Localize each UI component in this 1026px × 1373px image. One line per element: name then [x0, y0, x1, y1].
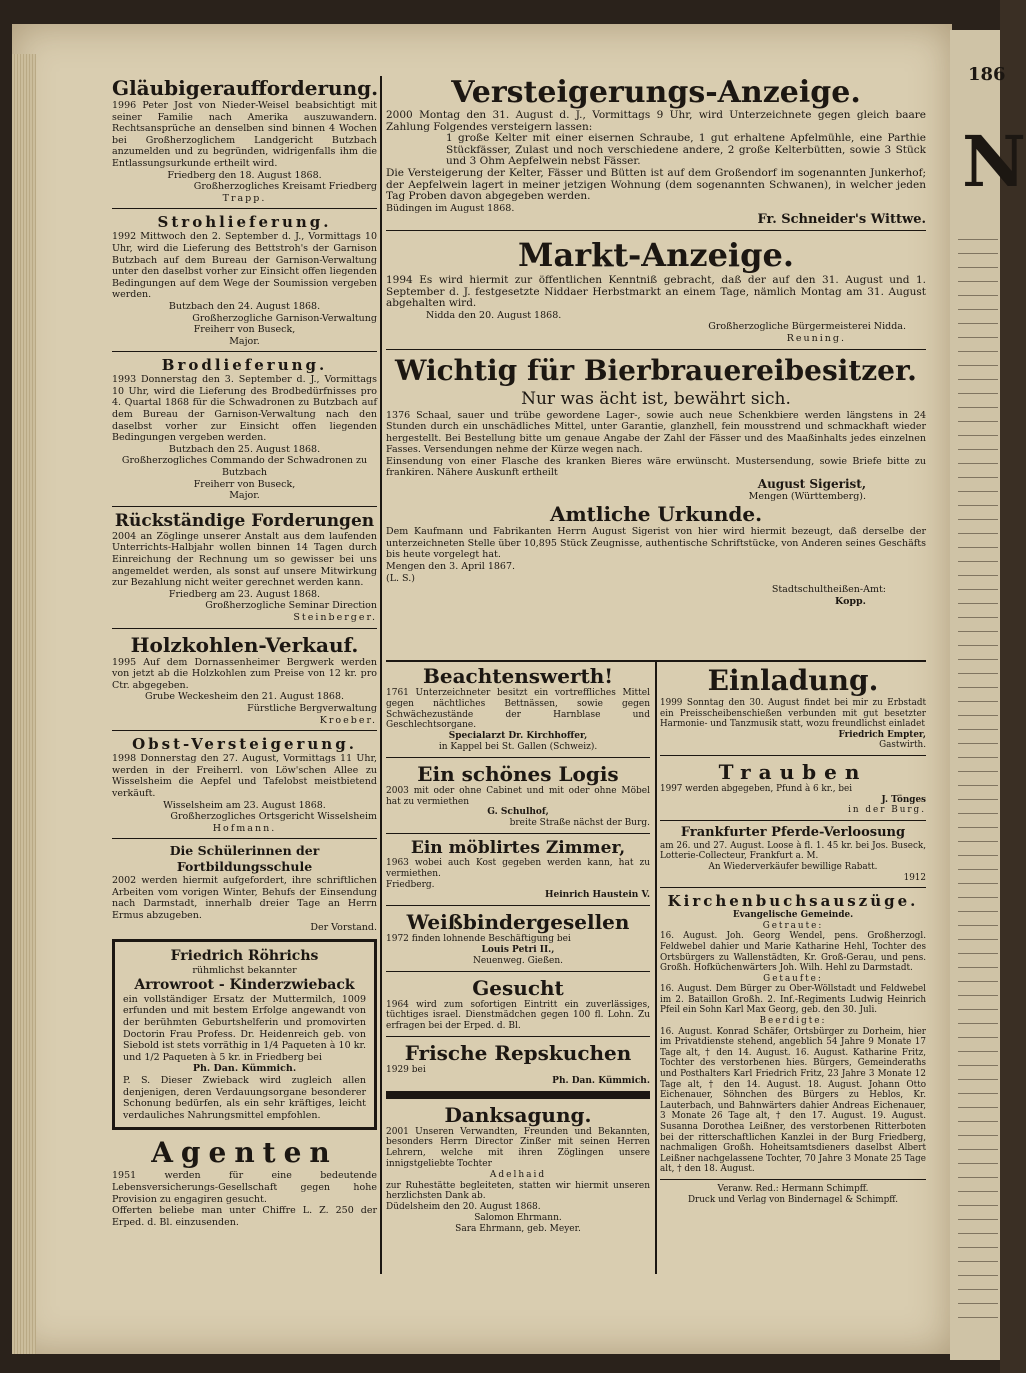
ad-postscript: P. S. Dieser Zwieback wird zugleich allen denjenigen, deren Verdauungsorgane besonderer Schonung bedürfen, als ein sehr kräftiges, leicht verdauliches Nahrungsmittel empfohlen. [123, 1075, 366, 1121]
ad-signature: J. Tönges [881, 794, 926, 805]
ad-role: Gastwirth. [879, 740, 926, 751]
ad-signature: Freiherr von Buseck, [193, 324, 296, 336]
ad-body: 1963 wobei auch Kost gegeben werden kann, hat zu vermiethen. [386, 857, 650, 879]
ad-signature: Fr. Schneider's Wittwe. [757, 212, 926, 228]
ad-signature: Ph. Dan. Kümmich. [552, 1075, 650, 1086]
footer-editor: Veranw. Red.: Hermann Schimpff. [717, 1183, 869, 1194]
ad-title: Die Schülerinnen der Fortbildungsschule [169, 843, 320, 875]
ad-schuelerinnen [112, 843, 377, 933]
divider [386, 349, 926, 350]
section-baptized-text: 16. August. Dem Bürger zu Ober-Wöllstadt und Feldwebel im 2. Bataillon Großh. 2. Inf.-Regiments Ludwig Heinrich Pfeil ein Sohn Karl Max Georg, geb. den 30. Juli. [660, 984, 926, 1016]
ad-title: Trauben [718, 759, 868, 784]
ad-title: Obst-Versteigerung. [132, 735, 357, 754]
ad-place: breite Straße nächst der Burg. [509, 818, 650, 829]
divider [112, 730, 377, 731]
ad-body-2: Einsendung von einer Flasche des kranken Bieres wäre erwünscht. Mustersendung, sowie Briefe bitte zu frankiren. Nähere Auskunft ertheilt [386, 455, 926, 479]
ad-body: 1999 Sonntag den 30. August findet bei mir zu Erbstadt ein Preisscheibenschießen verbunden mit gut besetzter Harmonie- und Tanzmusik statt, wozu freundlichst einladet [660, 698, 926, 730]
divider [112, 506, 377, 507]
ad-place-date: Friedberg am 23. August 1868. [168, 588, 321, 600]
ad-number: 1929 bei [386, 1064, 426, 1075]
ad-body: 1998 Donnerstag den 27. August, Vormittags 11 Uhr, werden in der Freiherrl. von Löw'schen Allee zu Wisselsheim die Aepfel und Tafelobst meistbietend verkäuft. [112, 753, 377, 799]
ad-place-date: Wisselsheim am 23. August 1868. [163, 799, 326, 811]
page-number: 186 [968, 64, 1006, 85]
ad-glaeubiger [112, 76, 377, 204]
ad-authority: Großherzogliche Bürgermeisterei Nidda. [708, 321, 906, 333]
divider [660, 755, 926, 756]
divider [386, 905, 650, 906]
ad-place-date: Büdingen im August 1868. [386, 202, 515, 214]
ad-title: Wichtig für Bierbrauereibesitzer. [395, 353, 917, 387]
ad-signature: Friedrich Empter, [838, 729, 926, 740]
ad-body: 2000 Montag den 31. August d. J., Vormittags 9 Uhr, wird Unterzeichnete gegen gleich baare Zahlung Folgendes versteigern lassen: [386, 109, 926, 133]
ad-body: 2003 mit oder ohne Cabinet und mit oder ohne Möbel hat zu vermiethen [386, 785, 650, 807]
divider [112, 351, 377, 352]
ad-title: Frankfurter Pferde-Verloosung [680, 824, 906, 840]
ad-body: 1996 Peter Jost von Nieder-Weisel beabsichtigt mit seiner Familie nach Amerika auszuwandern. Rechtsansprüche an denselben sind binnen 4 Wochen bei Großherzoglichem Landgericht Butzbach anzumelden und zu begründen, widrigenfalls ihm die Entlassungsurkunde ertheilt wird. [112, 100, 377, 169]
divider [112, 628, 377, 629]
ad-bier [386, 354, 926, 608]
ad-subtitle: Nur was ächt ist, bewährt sich. [521, 388, 791, 409]
ad-holzkohlen [112, 633, 377, 727]
ad-heading: Friedrich Röhrichs [170, 948, 319, 965]
ad-subtitle: Evangelische Gemeinde. [732, 910, 854, 921]
ad-signature: Der Vorstand. [310, 921, 377, 933]
ad-signature: August Sigerist, [757, 477, 866, 492]
ad-pferde [660, 825, 926, 883]
divider [386, 230, 926, 231]
ad-authority: Großherzogliches Kreisamt Friedberg [193, 181, 377, 193]
section-buried-text: 16. August. Konrad Schäfer, Ortsbürger zu Dorheim, hier im Privatdienste stehend, angeblich 54 Jahre 9 Monate 17 Tage alt, † den 14. August. 16. August. Katharine Fritz, Tochter des verstorbenen hies. Bürgers, Gemeinderaths und Posthalters Karl Friedrich Fritz, 23 Jahre 3 Monate 12 Tage alt, † den 14. August. 18. August. Johann Otto Eichenauer, Söhnchen des Bürgers zu Heblos, Kr. Lauterbach, und Bahnwärters dahier Andreas Eichenauer, 3 Monate 26 Tage alt, † den 17. August. 19. August. Susanna Dorothea Leißner, des verstorbenen Ritterboten bei der ritterschaftlichen Kanzlei in der Burg Friedberg, nachmaligen Großh. Hoheitsamtsdieners daselbst Albert Leißner nachgelassene Tochter, 70 Jahre 3 Monate 25 Tage alt, † den 18. August. [660, 1026, 926, 1175]
divider [386, 833, 650, 834]
page-edge [12, 54, 36, 1354]
ad-body: ein vollständiger Ersatz der Muttermilch, 1009 erfunden und mit bestem Erfolge angewandt von der berühmten Geburtshelferin und promovirten Doctorin Frau Profess. Dr. Heidenreich geb. von Siebold ist stets vorräthig in 1/4 Paqueten à 10 kr. und 1/2 Paqueten à 5 kr. in Friedberg bei [123, 993, 366, 1063]
ad-authority: Großherzogliche Garnison-Verwaltung [192, 312, 377, 324]
ad-body: 1993 Donnerstag den 3. September d. J., Vormittags 10 Uhr, wird die Lieferung des Brodbedürfnisses pro 4. Quartal 1868 für die Schwadronen zu Butzbach auf dem Bureau der Garnison-Verwaltung nach den daselbst vorher zur Einsicht offen liegenden Bedingungen vergeben werden. [112, 374, 377, 444]
ad-body: am 26. und 27. August. Loose à fl. 1. 45 kr. bei Jos. Buseck, Lotterie-Collecteur, Frankfurt a. M. [660, 840, 926, 862]
ad-signature: Steinberger. [293, 611, 377, 623]
next-page-strip [950, 30, 1026, 1360]
ad-authority: Großherzogliches Commando der Schwadronen zu Butzbach [121, 455, 368, 479]
ad-title: Holzkohlen-Verkauf. [130, 632, 359, 657]
ad-place: Friedberg. [386, 879, 435, 890]
middle-section [386, 76, 926, 607]
ad-kirchenbuch [660, 892, 926, 1205]
ad-gesucht [386, 976, 650, 1032]
ad-place: in Kappel bei St. Gallen (Schweiz). [438, 741, 598, 752]
ad-agenten [112, 1136, 377, 1228]
ad-name: Adelhaid [489, 1169, 547, 1180]
ad-signature: Freiherr von Buseck, [193, 478, 296, 490]
ad-zimmer [386, 838, 650, 901]
ad-title: Ein möblirtes Zimmer, [410, 837, 626, 858]
ad-rueckstaendig [112, 511, 377, 624]
ad-items: 1 große Kelter mit einer eisernen Schraube, 1 gut erhaltene Apfelmühle, eine Parthie Stückfässer, Zulast und noch verschiedene andere, 2 große Kelterbütten, sowie 3 Stück und 3 Ohm Aepfelwein nebst Fässer. [446, 132, 926, 168]
ad-body: 1994 Es wird hiermit zur öffentlichen Kenntniß gebracht, daß der auf den 31. August und 1. September d. J. festgesetzte Niddaer Herbstmarkt an einem Tage, nämlich Montag am 31. August abgehalten wird. [386, 273, 926, 310]
masthead-letter: N [962, 120, 1026, 203]
ad-obst [112, 735, 377, 834]
column-divider [380, 76, 382, 1274]
ad-certificate-authority: Stadtschultheißen-Amt: [771, 584, 886, 596]
ad-title: Beachtenswerth! [422, 664, 614, 688]
section-baptized: Getaufte: [763, 973, 823, 984]
ad-authority: Großherzogliches Ortsgericht Wisselsheim [170, 811, 377, 823]
ad-rank: Major. [229, 490, 260, 502]
ad-body-2: zur Ruhestätte begleiteten, statten wir hiermit unseren herzlichsten Dank ab. [386, 1180, 650, 1202]
ad-signature-2: Sara Ehrmann, geb. Meyer. [455, 1223, 581, 1234]
right-column [660, 664, 926, 1205]
ad-authority: Fürstliche Bergverwaltung [247, 702, 377, 714]
ad-signature: G. Schulhof, [487, 807, 549, 818]
ad-signature: Salomon Ehrmann. [474, 1212, 562, 1223]
ad-logis [386, 762, 650, 829]
ad-body: 1972 finden lohnende Beschäftigung bei [386, 934, 571, 945]
ad-certificate-seal: (L. S.) [386, 572, 415, 584]
left-column [112, 76, 377, 1228]
ad-roehrich-box [112, 939, 377, 1130]
ad-body: 2001 Unseren Verwandten, Freunden und Bekannten, besonders Herrn Director Zinßer mit seinen Herren Lehrern, welche mit ihren Zöglingen unsere innigstgeliebte Tochter [386, 1126, 650, 1169]
ad-title: Gläubigeraufforderung. [112, 76, 379, 100]
ad-signature: Specialarzt Dr. Kirchhoffer, [448, 731, 588, 742]
ad-beachtenswerth [386, 664, 650, 753]
ad-body-2: Die Versteigerung der Kelter, Fässer und Bütten ist auf dem Großendorf im sogenannten Junkerhof; der Aepfelwein lagert in meiner jetzigen Wohnung (dem sogenannten Schwanen), in welcher jeden Tag Proben davon abgegeben werden. [386, 166, 926, 203]
ad-body-2: Offerten beliebe man unter Chiffre L. Z. 250 der Erped. d. Bl. einzusenden. [112, 1205, 377, 1228]
ad-product: Arrowroot - Kinderzwieback [134, 976, 355, 993]
ad-title: Strohlieferung. [157, 213, 332, 232]
ad-title: Brodlieferung. [161, 356, 328, 375]
next-page-text-lines [958, 230, 998, 1330]
ad-repskuchen [386, 1041, 650, 1087]
ad-place-date: Friedberg den 18. August 1868. [167, 169, 322, 181]
ad-title: Einladung. [707, 664, 879, 697]
section-married-text: 16. August. Joh. Georg Wendel, pens. Großherzogl. Feldwebel dahier und Marie Katharine Hehl, Tochter des Ortsbürgers zu Wallenstädten, Kr. Groß-Gerau, und pens. Großh. Hofküchenwärters Joh. Wilh. Hehl zu Darmstadt. [660, 931, 926, 974]
ad-signature: Hofmann. [212, 822, 277, 834]
ad-title: Kirchenbuchsauszüge. [667, 892, 919, 911]
ad-signature: Heinrich Haustein V. [545, 890, 650, 901]
ad-title: Weißbindergesellen [406, 910, 630, 935]
section-buried: Beerdigte: [759, 1016, 827, 1027]
ad-rank: Major. [229, 335, 260, 347]
ad-body: 2002 werden hiermit aufgefordert, ihre schriftlichen Arbeiten vom vorigen Winter, Behufs der Einsendung nach Darmstadt, innerhalb dreier Tage an Herrn Ermus abzugeben. [112, 875, 377, 922]
ad-certificate-place: Mengen den 3. April 1867. [386, 561, 516, 573]
ad-brod [112, 356, 377, 502]
ad-subheading: rühmlichst bekannter [192, 965, 297, 977]
ad-authority: Großherzogliche Seminar Direction [205, 600, 377, 612]
divider [660, 1179, 926, 1180]
section-married: Getraute: [762, 920, 824, 931]
ad-number: 1912 [903, 872, 926, 883]
ad-title: Rückständige Forderungen [114, 510, 375, 531]
ad-place-date: Grube Weckesheim den 21. August 1868. [144, 691, 345, 703]
ad-certificate: Dem Kaufmann und Fabrikanten Herrn August Sigerist von hier wird hiermit bezeugt, daß derselbe der unterzeichneten Stelle über 10,895 Stück Zeugnisse, authentische Schriftstücke, von Anderen seines Geschäfts bis heute vorgelegt hat. [386, 526, 926, 561]
ad-body: 2004 an Zöglinge unserer Anstalt aus dem laufenden Unterrichts-Halbjahr wollen binnen 14 Tagen durch Einreichung der Rechnung um so gewisser bei uns angemeldet werden, als sonst auf unsere Mitwirkung zur Bezahlung nicht weiter gerechnet werden kann. [112, 530, 377, 589]
divider [386, 971, 650, 972]
ad-place: Neuenweg. Gießen. [472, 955, 564, 966]
ad-stroh [112, 213, 377, 347]
ad-weissbinder [386, 910, 650, 966]
ad-place-date: Butzbach den 24. August 1868. [168, 300, 321, 312]
mid-left-column [386, 664, 650, 1235]
ad-title: Gesucht [472, 975, 564, 1000]
ad-title: Frische Repskuchen [404, 1040, 632, 1065]
divider [386, 757, 650, 758]
divider [660, 887, 926, 888]
ad-title: Ein schönes Logis [417, 761, 619, 786]
ad-place-date: Düdelsheim den 20. August 1868. [386, 1202, 541, 1213]
thick-rule [386, 1091, 650, 1099]
ad-title: Versteigerungs-Anzeige. [451, 75, 861, 110]
divider [112, 838, 377, 839]
ad-trauben [660, 760, 926, 816]
ad-signature: Trapp. [222, 192, 267, 204]
ad-title: Markt-Anzeige. [518, 235, 794, 274]
ad-body: 1964 wird zum sofortigen Eintritt ein zuverlässiges, tüchtiges israel. Dienstmädchen gegen 100 fl. Lohn. Zu erfragen bei der Erped. d. Bl. [386, 999, 650, 1032]
ad-place-date: Butzbach den 25. August 1868. [168, 443, 321, 455]
ad-body: 1997 werden abgegeben, Pfund à 6 kr., bei [660, 783, 853, 794]
ad-body: 1761 Unterzeichneter besitzt ein vortreffliches Mittel gegen nächtliches Bettnässen, sowie gegen Schwächezustände der Harnblase und Geschlechtsorgane. [386, 688, 650, 731]
ad-body: 1995 Auf dem Dornassenheimer Bergwerk werden von jetzt ab die Holzkohlen zum Preise von 12 kr. pro Ctr. abgegeben. [112, 656, 377, 691]
ad-signature: Reuning. [786, 332, 846, 344]
ad-body-2: An Wiederverkäufer bewillige Rabatt. [708, 861, 878, 872]
ad-place: Mengen (Württemberg). [748, 490, 866, 502]
footer-publisher: Druck und Verlag von Bindernagel & Schimpff. [687, 1194, 898, 1205]
ad-body: 1992 Mittwoch den 2. September d. J., Vormittags 10 Uhr, wird die Lieferung des Bettstroh's der Garnison Butzbach auf dem Bureau der Garnison-Verwaltung unter den daselbst vorher zur Einsicht offen liegenden Bedingungen auf dem Wege der Soumission vergeben werden. [112, 231, 377, 301]
ad-certificate-name: Kopp. [835, 595, 866, 607]
ad-title: Agenten [151, 1136, 338, 1170]
ad-subtitle-2: Amtliche Urkunde. [549, 502, 763, 527]
ad-seller: Ph. Dan. Kümmich. [192, 1063, 297, 1075]
column-divider-mid [655, 660, 657, 1274]
ad-signature: Kroeber. [319, 714, 377, 726]
ad-body: 1951 werden für eine bedeutende Lebensversicherungs-Gesellschaft gegen hohe Provision zu engagiren gesucht. [112, 1170, 377, 1205]
ad-body: 1376 Schaal, sauer und trübe gewordene Lager-, sowie auch neue Schenkbiere werden längstens in 24 Stunden durch ein unschädliches Mittel, unter Garantie, glanzhell, fein mousstrend und schmackhaft wieder hergestellt. Bei Bestellung bitte um genaue Angabe der Zahl der Fässer und des Maaßinhalts jedes einzelnen Fasses. Versendungen nehme der Kürze wegen nach. [386, 409, 926, 456]
divider [112, 208, 377, 209]
divider [386, 1036, 650, 1037]
ad-signature: Louis Petri II., [481, 944, 555, 955]
ad-danksagung [386, 1103, 650, 1235]
ad-markt [386, 235, 926, 345]
divider [660, 820, 926, 821]
ad-place-date: Nidda den 20. August 1868. [426, 309, 562, 321]
ad-title: Danksagung. [444, 1102, 592, 1127]
ad-einladung [660, 664, 926, 751]
ad-place: in der Burg. [848, 805, 926, 816]
ad-versteigerung [386, 76, 926, 226]
